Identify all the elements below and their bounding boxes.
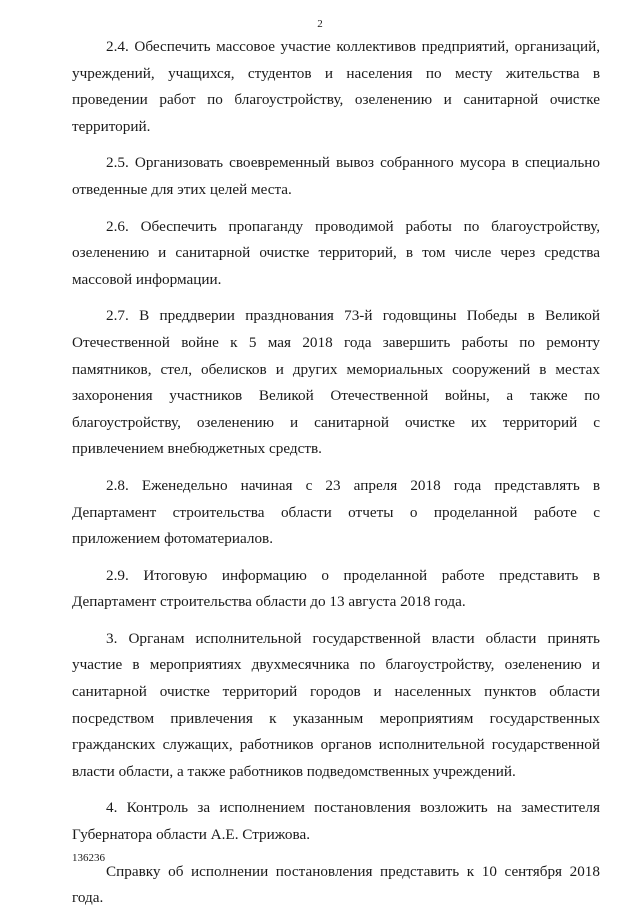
- paragraph-2-6: 2.6. Обеспечить пропаганду проводимой работы по благоустройству, озеленению и санитарной очистке территорий, в том числе через средства массовой информации.: [72, 217, 600, 288]
- paragraph-2-7: 2.7. В преддверии празднования 73-й годовщины Победы в Великой Отечественной войне к 5 мая 2018 года завершить работы по ремонту памятников, стел, обелисков и других мемориальных сооружений в местах захоронения участников Великой Отечественной войны, а также по благоустройству, озеленению и санитарной очистке их территорий с привлечением внебюджетных средств.: [72, 307, 600, 458]
- paragraph-2-4: 2.4. Обеспечить массовое участие коллективов предприятий, организаций, учреждений, учащихся, студентов и населения по месту жительства в проведении работ по благоустройству, озеленению и санитарной очистке территорий.: [72, 38, 600, 135]
- paragraph-2-8: 2.8. Еженедельно начиная с 23 апреля 2018 года представлять в Департамент строительства области отчеты о проделанной работе с приложением фотоматериалов.: [72, 476, 600, 548]
- paragraph-report: Справку об исполнении постановления представить к 10 сентября 2018 года.: [72, 862, 600, 907]
- paragraph-2-9: 2.9. Итоговую информацию о проделанной работе представить в Департамент строительства области до 13 августа 2018 года.: [72, 566, 600, 611]
- document-code: 136236: [72, 852, 105, 864]
- page-number: 2: [317, 18, 323, 30]
- document-body: [72, 34, 600, 922]
- paragraph-3: 3. Органам исполнительной государственной власти области принять участие в мероприятиях двухмесячника по благоустройству, озеленению и санитарной очистке территорий городов и населенных пунктов области посредством привлечения к указанным мероприятиям государственных гражданских служащих, работников органов исполнительной государственной власти области, а также работников подведомственных учреждений.: [72, 629, 600, 780]
- paragraph-4: 4. Контроль за исполнением постановления возложить на заместителя Губернатора области А.Е. Стрижова.: [72, 799, 600, 844]
- paragraph-2-5: 2.5. Организовать своевременный вывоз собранного мусора в специально отведенные для этих целей места.: [72, 154, 600, 198]
